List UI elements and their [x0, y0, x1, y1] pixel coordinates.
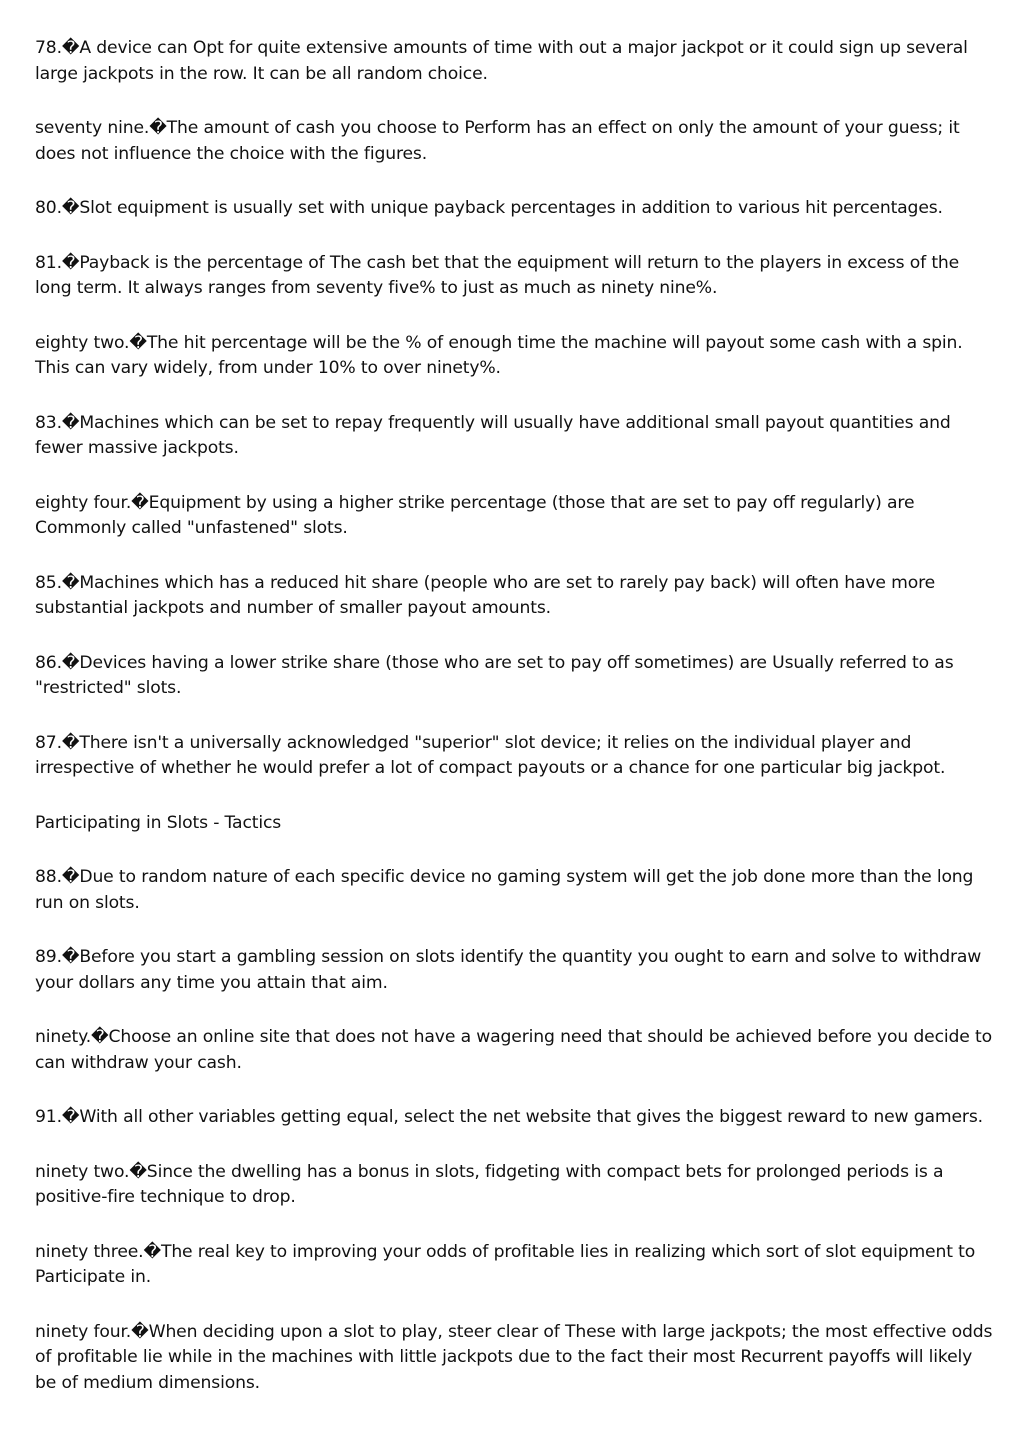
paragraph-82: eighty two.�The hit percentage will be the % of enough time the machine will payout some cash with a spin. This can vary widely, from under 10% to over ninety%.: [35, 332, 963, 378]
paragraph-88: 88.�Due to random nature of each specific device no gaming system will get the job done more than the long run on slots.: [35, 867, 974, 913]
paragraph-81: 81.�Payback is the percentage of The cash bet that the equipment will return to the players in excess of the long term. It always ranges from seventy five% to just as much as ninety nine%.: [35, 252, 960, 298]
paragraph-87: 87.�There isn't a universally acknowledged "superior" slot device; it relies on the individual player and irrespective of whether he would prefer a lot of compact payouts or a chance for one particular big jackpot.: [35, 732, 946, 778]
paragraph-93: ninety three.�The real key to improving your odds of profitable lies in realizing which sort of slot equipment to Participate in.: [35, 1241, 976, 1287]
paragraph-94: ninety four.�When deciding upon a slot to play, steer clear of These with large jackpots; the most effective odds of profitable lie while in the machines with little jackpots due to the fact their most Recurrent payoffs will likely be of medium dimensions.: [35, 1321, 993, 1393]
paragraph-90: ninety.�Choose an online site that does not have a wagering need that should be achieved before you decide to can withdraw your cash.: [35, 1027, 992, 1073]
paragraph-85: 85.�Machines which has a reduced hit share (people who are set to rarely pay back) will often have more substantial jackpots and number of smaller payout amounts.: [35, 572, 936, 618]
paragraph-86: 86.�Devices having a lower strike share (those who are set to pay off sometimes) are Usually referred to as "restricted" slots.: [35, 652, 954, 698]
paragraph-92: ninety two.�Since the dwelling has a bonus in slots, fidgeting with compact bets for prolonged periods is a positive-fire technique to drop.: [35, 1161, 944, 1207]
paragraph-79: seventy nine.�The amount of cash you choose to Perform has an effect on only the amount of your guess; it does not influence the choice with the figures.: [35, 118, 960, 164]
section-heading: Participating in Slots - Tactics: [35, 812, 282, 833]
paragraph-83: 83.�Machines which can be set to repay frequently will usually have additional small payout quantities and fewer massive jackpots.: [35, 412, 951, 458]
document-body: [35, 36, 995, 1425]
paragraph-91: 91.�With all other variables getting equal, select the net website that gives the biggest reward to new gamers.: [35, 1107, 983, 1127]
paragraph-89: 89.�Before you start a gambling session on slots identify the quantity you ought to earn and solve to withdraw your dollars any time you attain that aim.: [35, 947, 982, 993]
paragraph-78: 78.�A device can Opt for quite extensive amounts of time with out a major jackpot or it could sign up several large jackpots in the row. It can be all random choice.: [35, 38, 968, 84]
paragraph-84: eighty four.�Equipment by using a higher strike percentage (those that are set to pay off regularly) are Commonly called "unfastened" slots.: [35, 492, 915, 538]
paragraph-80: 80.�Slot equipment is usually set with unique payback percentages in addition to various hit percentages.: [35, 198, 943, 218]
